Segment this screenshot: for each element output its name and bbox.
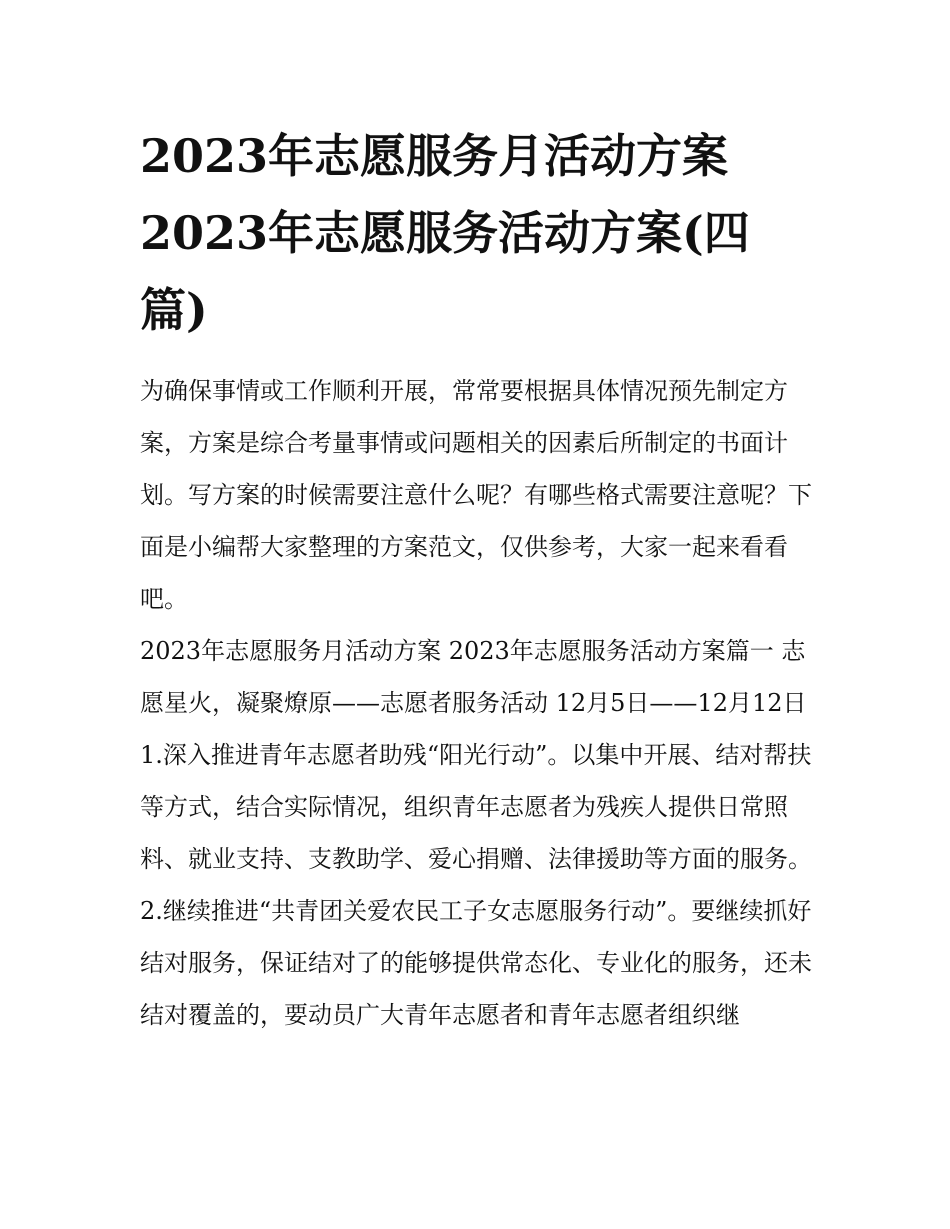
intro-paragraph: 为确保事情或工作顺利开展，常常要根据具体情况预先制定方案，方案是综合考量事情或问题相关的因素后所制定的书面计划。写方案的时候需要注意什么呢？有哪些格式需要注意呢？下面是小编帮大家整理的方案范文，仅供参考，大家一起来看看吧。 <box>140 377 812 613</box>
plan-heading-paragraph: 2023年志愿服务月活动方案 2023年志愿服务活动方案篇一 志愿星火，凝聚燎原——志愿者服务活动 12月5日——12月12日 <box>140 637 807 717</box>
document-page <box>140 118 812 1041</box>
item-1-paragraph: 1.深入推进青年志愿者助残“阳光行动”。以集中开展、结对帮扶等方式，结合实际情况，组织青年志愿者为残疾人提供日常照料、就业支持、支教助学、爱心捐赠、法律援助等方面的服务。 <box>140 741 812 873</box>
item-2-paragraph: 2.继续推进“共青团关爱农民工子女志愿服务行动”。要继续抓好结对服务，保证结对了的能够提供常态化、专业化的服务，还未结对覆盖的，要动员广大青年志愿者和青年志愿者组织继 <box>140 897 812 1029</box>
document-title: 2023年志愿服务月活动方案 2023年志愿服务活动方案(四篇) <box>140 129 750 337</box>
